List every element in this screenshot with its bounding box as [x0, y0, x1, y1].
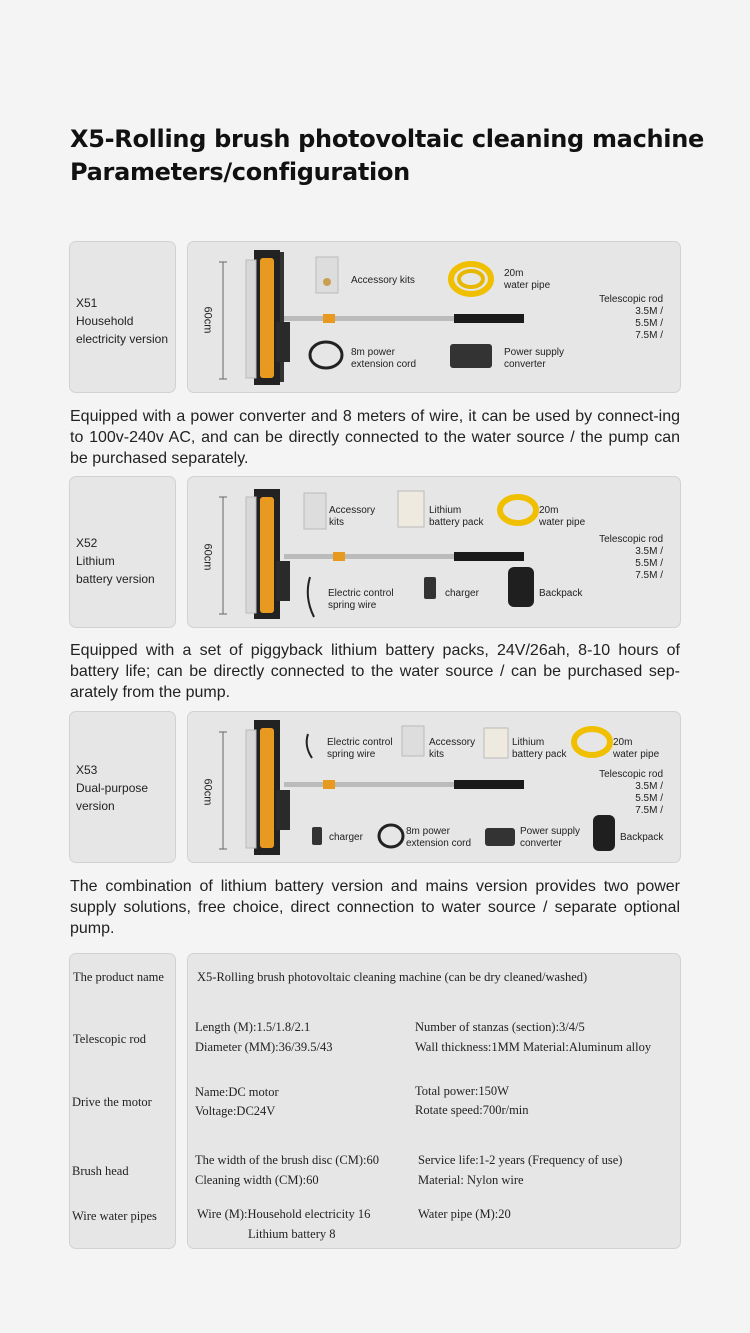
version-label-x51 — [69, 241, 176, 393]
product-image-x51 — [187, 241, 681, 393]
spec-motor-speed: Rotate speed:700r/min — [415, 1103, 529, 1117]
spec-rod-wall: Wall thickness:1MM Material:Aluminum alloy — [415, 1040, 652, 1054]
backpack-caption: Backpack — [539, 588, 583, 599]
spec-label-product-name: The product name — [73, 970, 164, 984]
version-label-x53 — [69, 711, 176, 863]
spec-label-motor: Drive the motor — [72, 1095, 152, 1109]
rod-length-info: Telescopic rod 3.5M / 5.5M / 7.5M / — [599, 534, 663, 581]
cord-caption: 8m power extension cord — [406, 826, 472, 849]
spec-brush-material: Material: Nylon wire — [418, 1173, 524, 1187]
spec-motor-name: Name:DC motor — [195, 1085, 279, 1099]
version-label-x52 — [69, 476, 176, 628]
spring-wire-caption: Electric control spring wire — [327, 737, 393, 760]
spec-brush-life: Service life:1-2 years (Frequency of use) — [418, 1153, 623, 1167]
version-label-text: X51 Household electricity version — [76, 296, 169, 346]
spec-rod-diameter: Diameter (MM):36/39.5/43 — [195, 1040, 333, 1054]
power-caption: Power supply converter — [520, 826, 581, 849]
version-description-x53: The combination of lithium battery version and mains version provides two power supply solutions, free choice, direct connection to water source / separate optional pump. — [70, 878, 680, 937]
title-line-2: Parameters/configuration — [70, 158, 410, 186]
charger-caption: charger — [445, 588, 479, 599]
accessory-caption: Accessory kits — [429, 737, 476, 760]
spec-value-product-name: X5-Rolling brush photovoltaic cleaning machine (can be dry cleaned/washed) — [197, 970, 588, 984]
spec-motor-power: Total power:150W — [415, 1084, 509, 1098]
spec-wire-household: Wire (M):Household electricity 16 — [197, 1207, 371, 1221]
spec-rod-stanzas: Number of stanzas (section):3/4/5 — [415, 1020, 585, 1034]
spec-label-brush-head: Brush head — [72, 1164, 129, 1178]
dimension-label: 60cm — [201, 778, 214, 806]
battery-caption: Lithium battery pack — [429, 505, 484, 528]
spec-wire-pipe: Water pipe (M):20 — [418, 1207, 511, 1221]
version-label-text: X52 Lithium battery version — [76, 536, 155, 586]
spec-brush-width: The width of the brush disc (CM):60 — [195, 1153, 380, 1167]
spec-motor-voltage: Voltage:DC24V — [195, 1104, 276, 1118]
title-line-1: X5-Rolling brush photovoltaic cleaning machine — [70, 125, 704, 153]
accessory-caption: Accessory kits — [351, 275, 415, 286]
cord-caption: 8m power extension cord — [351, 347, 417, 370]
battery-caption: Lithium battery pack — [512, 737, 567, 760]
rod-length-info: Telescopic rod 3.5M / 5.5M / 7.5M / — [599, 294, 663, 341]
dimension-label: 60cm — [201, 306, 214, 334]
page-title — [70, 123, 710, 189]
dimension-label: 60cm — [201, 543, 214, 571]
spring-wire-caption: Electric control spring wire — [328, 588, 394, 611]
version-label-text: X53 Dual-purpose version — [76, 763, 149, 813]
power-caption: Power supply converter — [504, 347, 565, 370]
backpack-caption: Backpack — [620, 832, 664, 843]
spec-label-wire: Wire water pipes — [72, 1209, 157, 1223]
charger-caption: charger — [329, 832, 363, 843]
pipe-caption: 20m water pipe — [539, 505, 586, 528]
pipe-caption: 20m water pipe — [504, 268, 551, 291]
product-image-x53 — [187, 711, 681, 863]
spec-rod-length: Length (M):1.5/1.8/2.1 — [195, 1020, 311, 1034]
rod-length-info: Telescopic rod 3.5M / 5.5M / 7.5M / — [599, 769, 663, 816]
accessory-caption: Accessory kits — [329, 505, 376, 528]
spec-wire-lithium: Lithium battery 8 — [248, 1227, 336, 1241]
spec-label-telescopic-rod: Telescopic rod — [73, 1032, 147, 1046]
version-description-x52: Equipped with a set of piggyback lithium battery packs, 24V/26ah, 8-10 hours of battery life; can be directly connected to the water source / can be purchased sep-arately from the pump. — [70, 642, 680, 701]
version-description-x51: Equipped with a power converter and 8 meters of wire, it can be used by connect-ing to 100v-240v AC, and can be directly connected to the water source / the pump can be purchased separately. — [70, 408, 680, 467]
product-image-x52 — [187, 476, 681, 628]
spec-brush-cleaning: Cleaning width (CM):60 — [195, 1173, 319, 1187]
pipe-caption: 20m water pipe — [613, 737, 660, 760]
